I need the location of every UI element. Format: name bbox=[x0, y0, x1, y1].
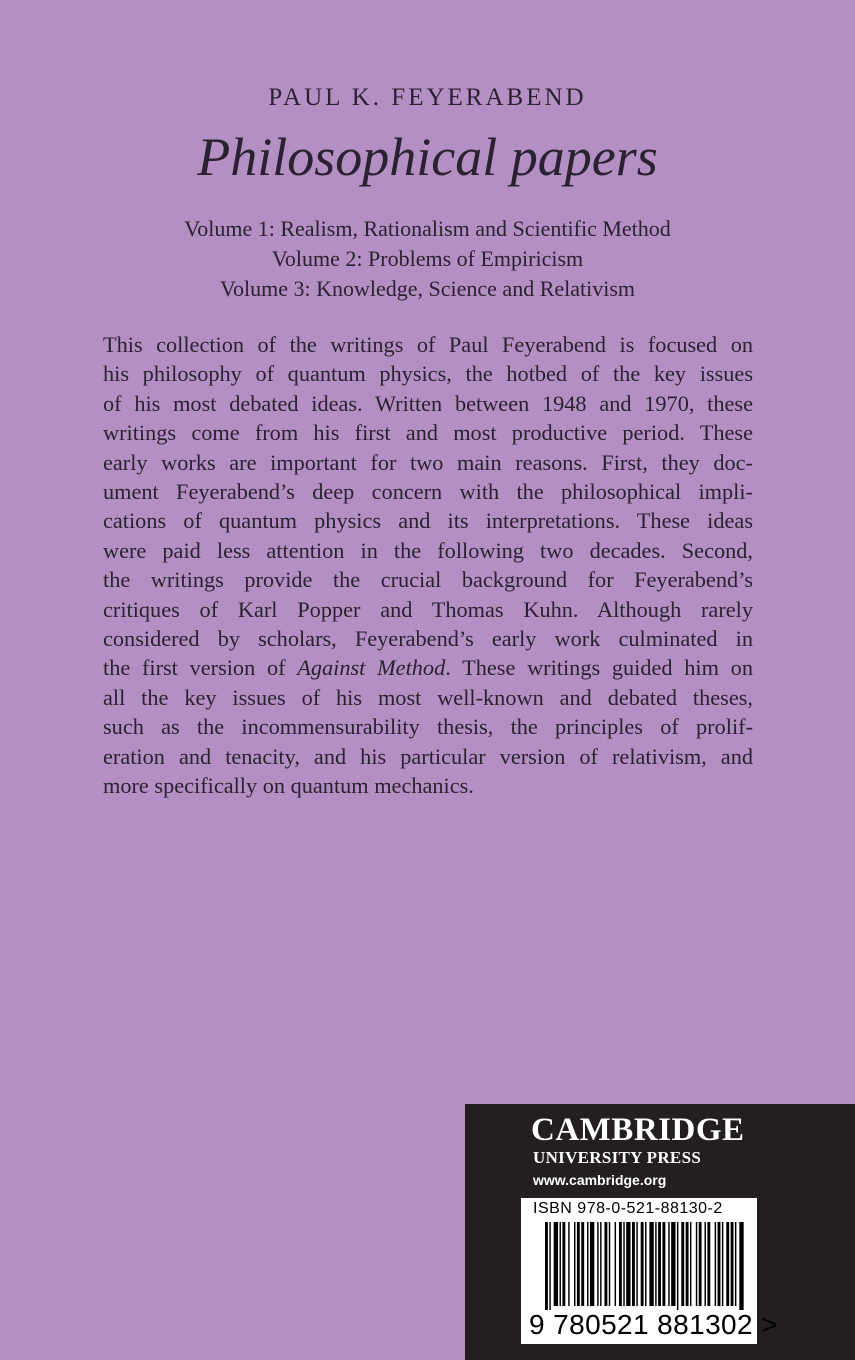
blurb-line: writings come from his first and most productive period. These bbox=[103, 420, 753, 446]
barcode-bar bbox=[668, 1222, 669, 1306]
barcode-bar bbox=[600, 1222, 601, 1306]
blurb-line: critiques of Karl Popper and Thomas Kuhn. Although rarely bbox=[103, 596, 753, 622]
barcode-bar bbox=[718, 1222, 721, 1306]
barcode-bar bbox=[696, 1222, 697, 1306]
barcode-digits: 9 780521 881302 > bbox=[529, 1309, 778, 1340]
barcode-bar bbox=[707, 1222, 710, 1306]
barcode-bar bbox=[636, 1222, 637, 1306]
barcode-bar bbox=[577, 1222, 580, 1306]
blurb-line: cations of quantum physics and its interpretations. These ideas bbox=[103, 508, 753, 534]
blurb-line: were paid less attention in the following two decades. Second, bbox=[103, 537, 753, 563]
barcode-bar bbox=[641, 1222, 644, 1306]
barcode-bar bbox=[597, 1222, 598, 1306]
barcode-bar bbox=[554, 1222, 558, 1306]
publisher-name: CAMBRIDGE bbox=[531, 1112, 745, 1148]
barcode-bar bbox=[562, 1222, 565, 1306]
barcode-bar bbox=[645, 1222, 646, 1306]
blurb-line: more specifically on quantum mechanics. bbox=[103, 773, 474, 799]
barcode-bar bbox=[590, 1222, 594, 1306]
barcode-bar bbox=[726, 1222, 729, 1306]
blurb-line-part: . These writings guided him on bbox=[445, 655, 753, 681]
barcode-bar bbox=[545, 1222, 548, 1310]
barcode-bar bbox=[632, 1222, 635, 1306]
blurb-line-part: the first version of bbox=[103, 655, 298, 681]
publisher-box bbox=[465, 1104, 855, 1360]
barcode-bar bbox=[715, 1222, 716, 1306]
blurb-line: such as the incommensurability thesis, the principles of prolif- bbox=[103, 714, 753, 740]
barcode-bar bbox=[609, 1222, 610, 1306]
barcode-bar bbox=[662, 1222, 665, 1306]
barcode-bar bbox=[649, 1222, 653, 1306]
barcode-bar bbox=[735, 1222, 736, 1306]
blurb-line: considered by scholars, Feyerabend’s early work culminated in bbox=[103, 626, 753, 652]
barcode-bar bbox=[677, 1222, 678, 1310]
blurb-line: ument Feyerabend’s deep concern with the philosophical impli- bbox=[103, 479, 753, 505]
publisher-url: www.cambridge.org bbox=[533, 1172, 667, 1188]
barcode-bar bbox=[686, 1222, 689, 1306]
blurb-line-with-italic bbox=[103, 653, 753, 682]
barcode-bar bbox=[619, 1222, 622, 1306]
blurb-line: all the key issues of his most well-known and debated theses, bbox=[103, 684, 753, 710]
barcode-bar bbox=[549, 1222, 550, 1310]
barcode-bar bbox=[568, 1222, 569, 1306]
barcode-bar bbox=[731, 1222, 734, 1306]
volume-item: Volume 1: Realism, Rationalism and Scientific Method bbox=[184, 216, 671, 241]
barcode-bar bbox=[699, 1222, 702, 1306]
blurb-line: early works are important for two main reasons. First, they doc- bbox=[103, 449, 753, 475]
volume-item: Volume 2: Problems of Empiricism bbox=[271, 246, 584, 271]
volume-item: Volume 3: Knowledge, Science and Relativism bbox=[219, 276, 636, 301]
blurb-line: the writings provide the crucial background for Feyerabend’s bbox=[103, 567, 753, 593]
volume-list bbox=[0, 214, 855, 304]
author-name: PAUL K. FEYERABEND bbox=[268, 84, 587, 111]
blurb-line: his philosophy of quantum physics, the hotbed of the key issues bbox=[103, 361, 753, 387]
isbn-label: ISBN 978-0-521-88130-2 bbox=[533, 1200, 723, 1217]
barcode-bar bbox=[604, 1222, 607, 1306]
barcode-bar bbox=[626, 1222, 630, 1306]
italic-book-title: Against Method bbox=[297, 655, 446, 681]
barcode-bar bbox=[658, 1222, 661, 1306]
barcode-bar bbox=[681, 1222, 684, 1306]
barcode-bar bbox=[560, 1222, 561, 1306]
barcode-bar bbox=[615, 1222, 616, 1306]
barcode-bar bbox=[587, 1222, 588, 1306]
barcode-bar bbox=[574, 1222, 575, 1306]
barcode-bars bbox=[545, 1222, 745, 1310]
blurb bbox=[103, 330, 753, 801]
barcode-bar bbox=[671, 1222, 675, 1306]
blurb-line: eration and tenacity, and his particular version of relativism, and bbox=[103, 743, 753, 769]
barcode-bar bbox=[705, 1222, 706, 1306]
barcode-bar bbox=[722, 1222, 723, 1306]
publisher-subname: UNIVERSITY PRESS bbox=[533, 1148, 702, 1167]
book-title: Philosophical papers bbox=[197, 127, 658, 187]
barcode-bar bbox=[739, 1222, 743, 1310]
blurb-line: of his most debated ideas. Written between 1948 and 1970, these bbox=[103, 390, 753, 416]
barcode-bar bbox=[623, 1222, 624, 1306]
barcode-bar bbox=[581, 1222, 584, 1306]
barcode-bar bbox=[655, 1222, 656, 1306]
barcode-panel bbox=[521, 1198, 778, 1344]
blurb-line: This collection of the writings of Paul Feyerabend is focused on bbox=[103, 332, 753, 357]
barcode-bar bbox=[690, 1222, 691, 1306]
